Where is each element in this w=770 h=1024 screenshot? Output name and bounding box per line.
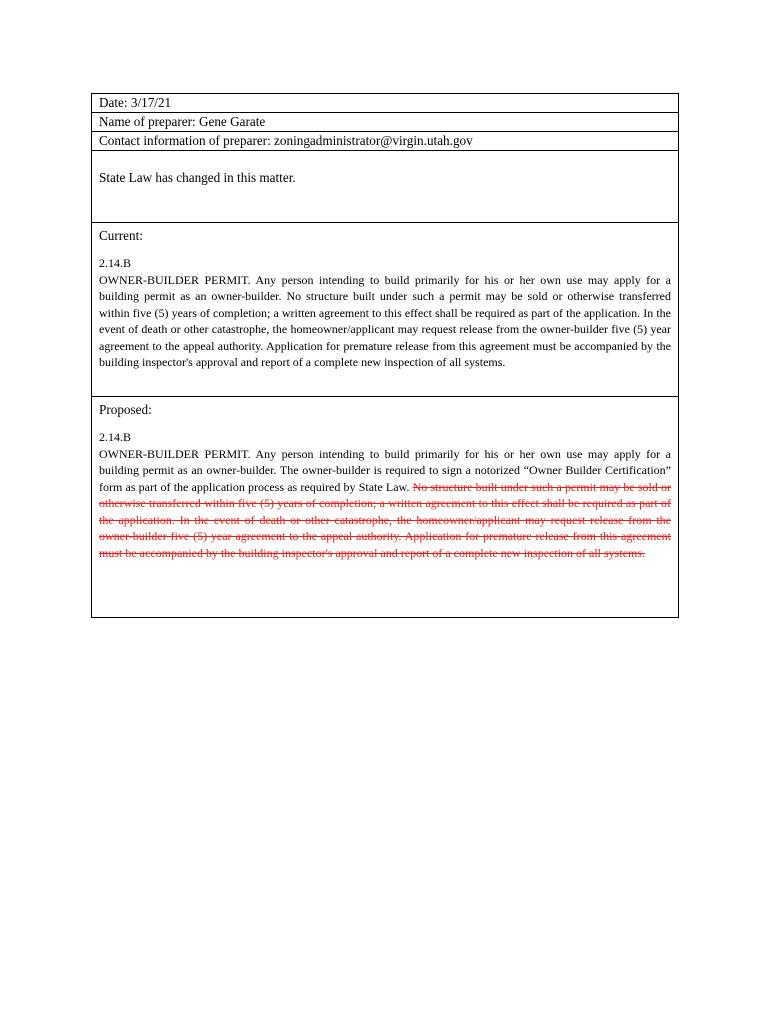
preparer-contact-line: Contact information of preparer: zoningadministrator@virgin.utah.gov	[99, 133, 473, 148]
proposed-text-kept: OWNER-BUILDER PERMIT. Any person intending to build primarily for his or her own use may apply for a building permit as an owner-builder. The owner-builder is required to sign a notorized “Owner Builder Certification” form as part of the application process as required by State Law.	[99, 446, 671, 494]
note-text: State Law has changed in this matter.	[99, 170, 296, 185]
preparer-name-line: Name of preparer: Gene Garate	[92, 113, 678, 132]
ordinance-amendment-table	[91, 93, 679, 618]
current-heading: Current:	[99, 228, 143, 243]
note-section	[92, 151, 678, 223]
current-code: 2.14.B	[99, 256, 132, 270]
current-text: OWNER-BUILDER PERMIT. Any person intending to build primarily for his or her own use may apply for a building permit as an owner-builder. No structure built under such a permit may be sold or otherwise transferred within five (5) years of completion; a written agreement to this effect shall be required as part of the application. In the event of death or other catastrophe, the homeowner/applicant may request release from the owner-builder five (5) year agreement to the appeal authority. Application for premature release from this agreement must be accompanied by the building inspector's approval and report of a complete new inspection of all systems.	[99, 272, 671, 370]
header-section	[92, 94, 678, 151]
date-line: Date: 3/17/21	[92, 94, 678, 113]
current-section	[92, 223, 678, 397]
proposed-section	[92, 397, 678, 617]
proposed-text	[99, 446, 671, 562]
proposed-heading: Proposed:	[99, 402, 152, 417]
proposed-code: 2.14.B	[99, 430, 132, 444]
proposed-text-struck: No structure built under such a permit may be sold or otherwise transferred within five (5) years of completion; a written agreement to this effect shall be required as part of the application. In the event of death or other catastrophe, the homeowner/applicant may request release from the owner-builder five (5) year agreement to the appeal authority. Application for premature release from this agreement must be accompanied by the building inspector's approval and report of a complete new inspection of all systems.	[99, 479, 672, 561]
